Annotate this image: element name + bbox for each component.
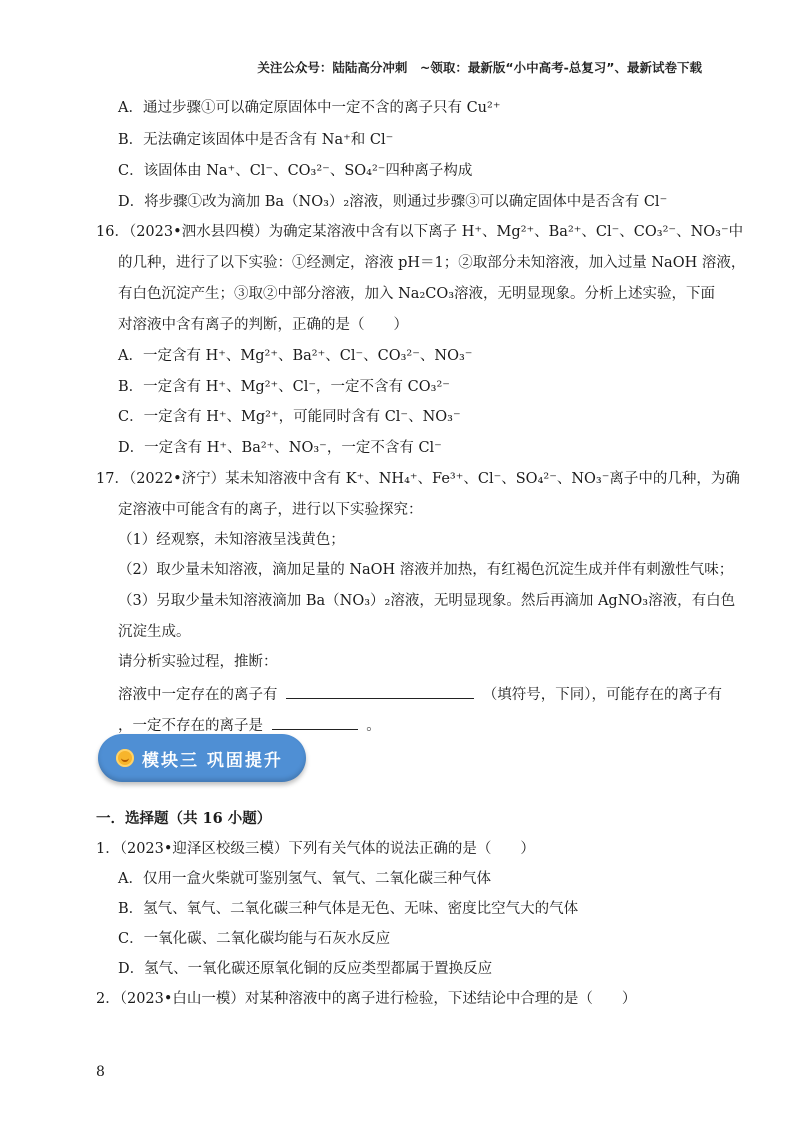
p1-option-d: D．氢气、一氧化碳还原氧化铜的反应类型都属于置换反应 xyxy=(118,961,493,977)
q17-fill-line-1 xyxy=(118,684,722,704)
page-number: 8 xyxy=(96,1064,105,1080)
q17-fill-2-suffix: 。 xyxy=(366,718,381,734)
p1-option-a: A．仅用一盒火柴就可鉴别氢气、氧气、二氧化碳三种气体 xyxy=(118,871,491,887)
p2-stem: 2．（2023•白山一模）对某种溶液中的离子进行检验，下述结论中合理的是（ ） xyxy=(96,991,637,1007)
q16-stem-line-2: 的几种，进行了以下实验：①经测定，溶液 pH＝1；②取部分未知溶液，加入过量 NaOH 溶液， xyxy=(118,255,746,271)
p1-option-c: C．一氧化碳、二氧化碳均能与石灰水反应 xyxy=(118,931,391,947)
q17-step-2: （2）取少量未知溶液，滴加足量的 NaOH 溶液并加热，有红褐色沉淀生成并伴有刺激性气味； xyxy=(118,562,734,578)
q17-fill-2-prefix: ，一定不存在的离子是 xyxy=(118,718,263,734)
q17-step-1: （1）经观察，未知溶液呈浅黄色； xyxy=(118,532,345,548)
q16-stem-line-1: 16．（2023•泗水县四模）为确定某溶液中含有以下离子 H⁺、Mg²⁺、Ba²⁺、Cl⁻、CO₃²⁻、NO₃⁻中 xyxy=(96,224,744,240)
page-header: 关注公众号：陆陆高分冲刺 ~领取：最新版“小中高考-总复习”、最新试卷下载 xyxy=(257,60,702,75)
q15-option-b: B．无法确定该固体中是否含有 Na⁺和 Cl⁻ xyxy=(118,132,394,148)
q16-stem-line-3: 有白色沉淀产生；③取②中部分溶液，加入 Na₂CO₃溶液，无明显现象。分析上述实验，下面 xyxy=(118,286,716,302)
p1-option-b: B．氢气、氧气、二氧化碳三种气体是无色、无味、密度比空气大的气体 xyxy=(118,901,579,917)
answer-blank-absent[interactable] xyxy=(272,715,358,730)
q17-fill-1-suffix: （填符号，下同），可能存在的离子有 xyxy=(482,687,722,703)
module-banner xyxy=(98,734,306,782)
q15-option-a: A．通过步骤①可以确定原固体中一定不含的离子只有 Cu²⁺ xyxy=(118,100,501,116)
q17-step-3-line-2: 沉淀生成。 xyxy=(118,624,191,640)
smiley-icon xyxy=(116,749,134,767)
q16-option-d: D．一定含有 H⁺、Ba²⁺、NO₃⁻，一定不含有 Cl⁻ xyxy=(118,440,442,456)
q17-stem-line-2: 定溶液中可能含有的离子，进行以下实验探究： xyxy=(118,502,423,518)
q17-ask: 请分析实验过程，推断： xyxy=(118,654,278,670)
section-title xyxy=(96,810,271,828)
q16-stem-line-4: 对溶液中含有离子的判断，正确的是（ ） xyxy=(118,317,408,333)
p1-stem: 1．（2023•迎泽区校级三模）下列有关气体的说法正确的是（ ） xyxy=(96,841,535,857)
q16-option-a: A．一定含有 H⁺、Mg²⁺、Ba²⁺、Cl⁻、CO₃²⁻、NO₃⁻ xyxy=(118,348,473,364)
answer-blank-definite[interactable] xyxy=(286,684,474,699)
q15-option-d: D．将步骤①改为滴加 Ba（NO₃）₂溶液，则通过步骤③可以确定固体中是否含有 Cl⁻ xyxy=(118,194,668,210)
q17-fill-line-2 xyxy=(118,715,381,735)
module-banner-title: 模块三 巩固提升 xyxy=(142,750,283,771)
q17-stem-line-1: 17．（2022•济宁）某未知溶液中含有 K⁺、NH₄⁺、Fe³⁺、Cl⁻、SO₄²⁻、NO₃⁻离子中的几种，为确 xyxy=(96,471,740,487)
q16-option-b: B．一定含有 H⁺、Mg²⁺、Cl⁻，一定不含有 CO₃²⁻ xyxy=(118,379,450,395)
q15-option-c: C．该固体由 Na⁺、Cl⁻、CO₃²⁻、SO₄²⁻四种离子构成 xyxy=(118,163,473,179)
q17-fill-1-prefix: 溶液中一定存在的离子有 xyxy=(118,687,278,703)
q16-option-c: C．一定含有 H⁺、Mg²⁺，可能同时含有 Cl⁻、NO₃⁻ xyxy=(118,409,461,425)
q17-step-3-line-1: （3）另取少量未知溶液滴加 Ba（NO₃）₂溶液，无明显现象。然后再滴加 AgNO₃溶液，有白色 xyxy=(118,593,736,609)
section-title-text: 一．选择题（共 16 小题） xyxy=(96,810,272,827)
